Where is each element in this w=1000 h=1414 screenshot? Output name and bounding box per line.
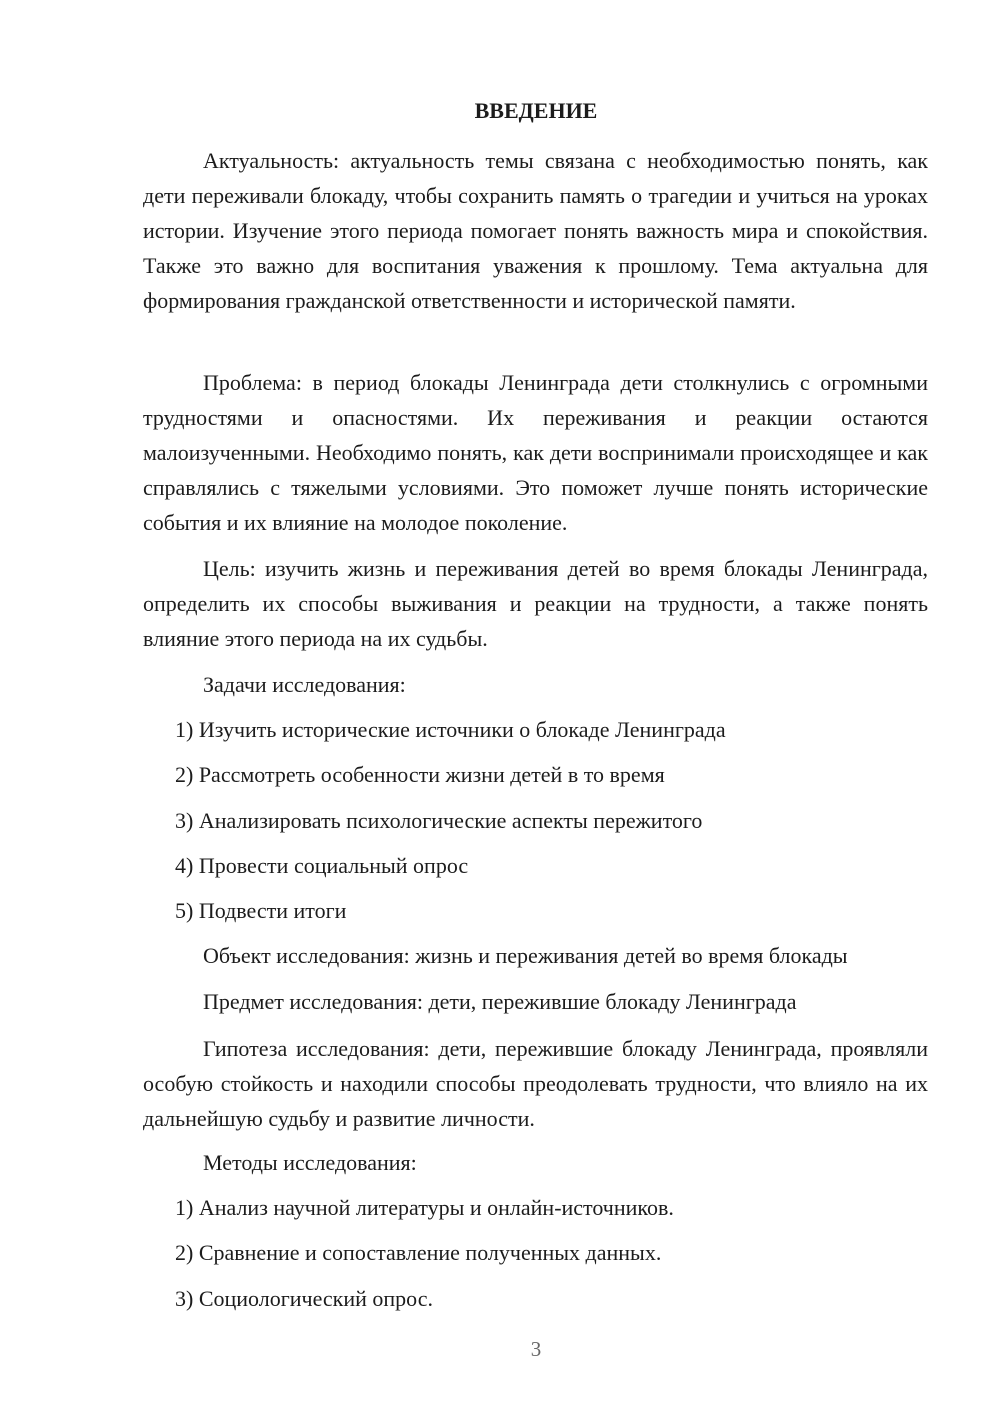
goal-paragraph: Цель: изучить жизнь и переживания детей во время блокады Ленинграда, определить их способы выживания и реакции на трудности, а также понять влияние этого периода на их судьбы. (143, 556, 928, 651)
tasks-title: Задачи исследования: (203, 672, 406, 697)
method-item: 2) Сравнение и сопоставление полученных данных. (175, 1240, 662, 1265)
methods-title: Методы исследования: (203, 1150, 417, 1175)
page-number: 3 (530, 1337, 542, 1361)
object-line: Объект исследования: жизнь и переживания детей во время блокады (203, 943, 848, 968)
method-item: 3) Социологический опрос. (175, 1286, 433, 1311)
task-item: 5) Подвести итоги (175, 898, 347, 923)
problem-paragraph: Проблема: в период блокады Ленинграда дети столкнулись с огромными трудностями и опасностями. Их переживания и реакции остаются малоизученными. Необходимо понять, как дети воспринимали происходящее и как справлялись с тяжелыми условиями. Это поможет лучше понять исторические события и их влияние на молодое поколение. (143, 370, 928, 535)
task-item: 3) Анализировать психологические аспекты пережитого (175, 808, 703, 833)
task-item: 2) Рассмотреть особенности жизни детей в то время (175, 762, 665, 787)
section-heading: ВВЕДЕНИЕ (474, 98, 598, 123)
task-item: 1) Изучить исторические источники о блокаде Ленинграда (175, 717, 726, 742)
method-item: 1) Анализ научной литературы и онлайн-источников. (175, 1195, 674, 1220)
hypothesis-paragraph: Гипотеза исследования: дети, пережившие блокаду Ленинграда, проявляли особую стойкость и находили способы преодолевать трудности, что влияло на их дальнейшую судьбу и развитие личности. (143, 1036, 928, 1131)
relevance-paragraph: Актуальность: актуальность темы связана с необходимостью понять, как дети переживали блокаду, чтобы сохранить память о трагедии и учиться на уроках истории. Изучение этого периода помогает понять важность мира и спокойствия. Также это важно для воспитания уважения к прошлому. Тема актуальна для формирования гражданской ответственности и исторической памяти. (143, 148, 928, 313)
subject-line: Предмет исследования: дети, пережившие блокаду Ленинграда (203, 989, 797, 1014)
task-item: 4) Провести социальный опрос (175, 853, 469, 878)
